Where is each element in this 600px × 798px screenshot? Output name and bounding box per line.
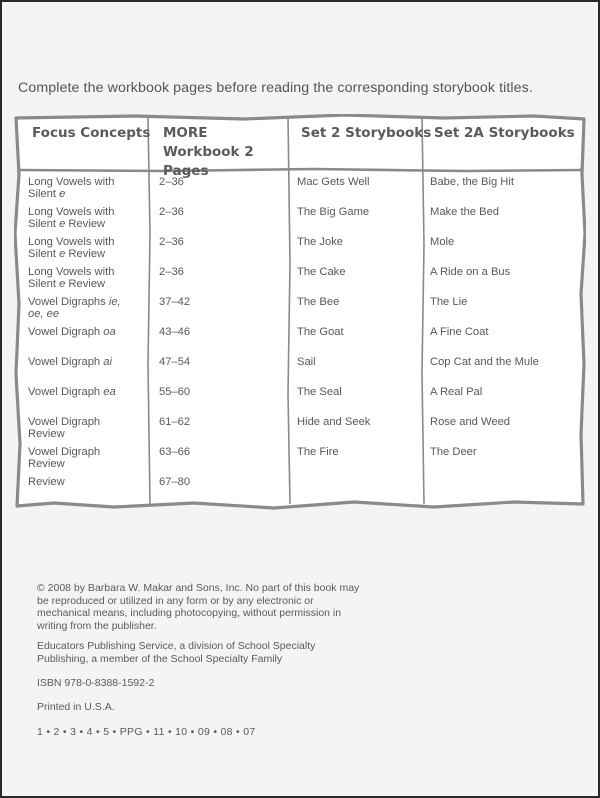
table-row-set2a: Cop Cat and the Mule — [430, 356, 539, 368]
copyright-notice: © 2008 by Barbara W. Makar and Sons, Inc. No part of this book may be reproduced or utilized in any form or by any electronic or mechanical means, including photocopying, without permission in writing from the publisher. — [37, 582, 360, 632]
table-row-pages: 2–36 — [159, 176, 184, 188]
table-row-set2: The Joke — [297, 236, 344, 248]
table-row-pages: 2–36 — [159, 236, 184, 248]
table-row-set2a: Rose and Weed — [430, 416, 511, 428]
table-row-set2: Hide and Seek — [297, 416, 371, 428]
table-row-pages: 55–60 — [159, 386, 191, 398]
table-row-set2a: A Fine Coat — [430, 326, 489, 338]
print-line: 1 • 2 • 3 • 4 • 5 • PPG • 11 • 10 • 09 • 08 • 07 — [37, 725, 256, 738]
table-row-concept: Long Vowels with Silent e Review — [28, 266, 115, 290]
table-row-set2: The Cake — [297, 266, 346, 278]
table-row-concept: Vowel Digraph Review — [28, 416, 101, 440]
table-row-set2: The Bee — [297, 296, 340, 308]
header-set2-storybooks: Set 2 Storybooks — [301, 125, 432, 141]
table-row-concept: Vowel Digraph ea — [28, 386, 116, 398]
isbn: ISBN 978-0-8388-1592-2 — [37, 676, 155, 689]
table-row-concept: Vowel Digraph ai — [28, 356, 112, 368]
table-row-concept: Long Vowels with Silent e — [28, 176, 115, 200]
copyright-block — [37, 582, 367, 738]
concept-table — [14, 114, 586, 514]
table-row-pages: 2–36 — [159, 266, 184, 278]
table-row-concept: Vowel Digraph oa — [28, 326, 116, 338]
table-row-set2a: A Real Pal — [430, 386, 483, 398]
table-row-concept: Review — [28, 476, 65, 488]
header-set2a-storybooks: Set 2A Storybooks — [434, 125, 575, 141]
header-workbook-pages: MORE Workbook 2 Pages — [163, 125, 254, 179]
table-row-concept: Vowel Digraph Review — [28, 446, 101, 470]
table-row-set2a: The Deer — [430, 446, 477, 458]
table-row-set2a: Babe, the Big Hit — [430, 176, 514, 188]
table-row-pages: 63–66 — [159, 446, 191, 458]
table-row-set2: Mac Gets Well — [297, 176, 370, 188]
table-row-set2: The Seal — [297, 386, 342, 398]
table-row-set2: The Big Game — [297, 206, 370, 218]
header-focus-concepts: Focus Concepts — [32, 125, 151, 141]
table-row-pages: 61–62 — [159, 416, 191, 428]
table-row-set2a: Mole — [430, 236, 455, 248]
table-row-concept: Long Vowels with Silent e Review — [28, 206, 115, 230]
table-row-set2: Sail — [297, 356, 316, 368]
table-row-pages: 43–46 — [159, 326, 191, 338]
table-row-pages: 37–42 — [159, 296, 191, 308]
page-border-left — [0, 0, 2, 798]
printed-in: Printed in U.S.A. — [37, 701, 115, 714]
intro-text: Complete the workbook pages before reading the corresponding storybook titles. — [18, 80, 533, 96]
table-row-set2: The Goat — [297, 326, 344, 338]
table-row-pages: 67–80 — [159, 476, 191, 488]
table-row-concept: Long Vowels with Silent e Review — [28, 236, 115, 260]
publisher-notice: Educators Publishing Service, a division of School Specialty Publishing, a member of the School Specialty Family — [37, 640, 316, 665]
table-row-concept: Vowel Digraphs ie, oe, ee — [28, 296, 121, 320]
table-row-set2: The Fire — [297, 446, 339, 458]
table-row-pages: 2–36 — [159, 206, 184, 218]
table-row-pages: 47–54 — [159, 356, 191, 368]
page-border-top — [0, 0, 600, 2]
table-row-set2a: The Lie — [430, 296, 468, 308]
table-row-set2a: Make the Bed — [430, 206, 500, 218]
table-row-set2a: A Ride on a Bus — [430, 266, 511, 278]
